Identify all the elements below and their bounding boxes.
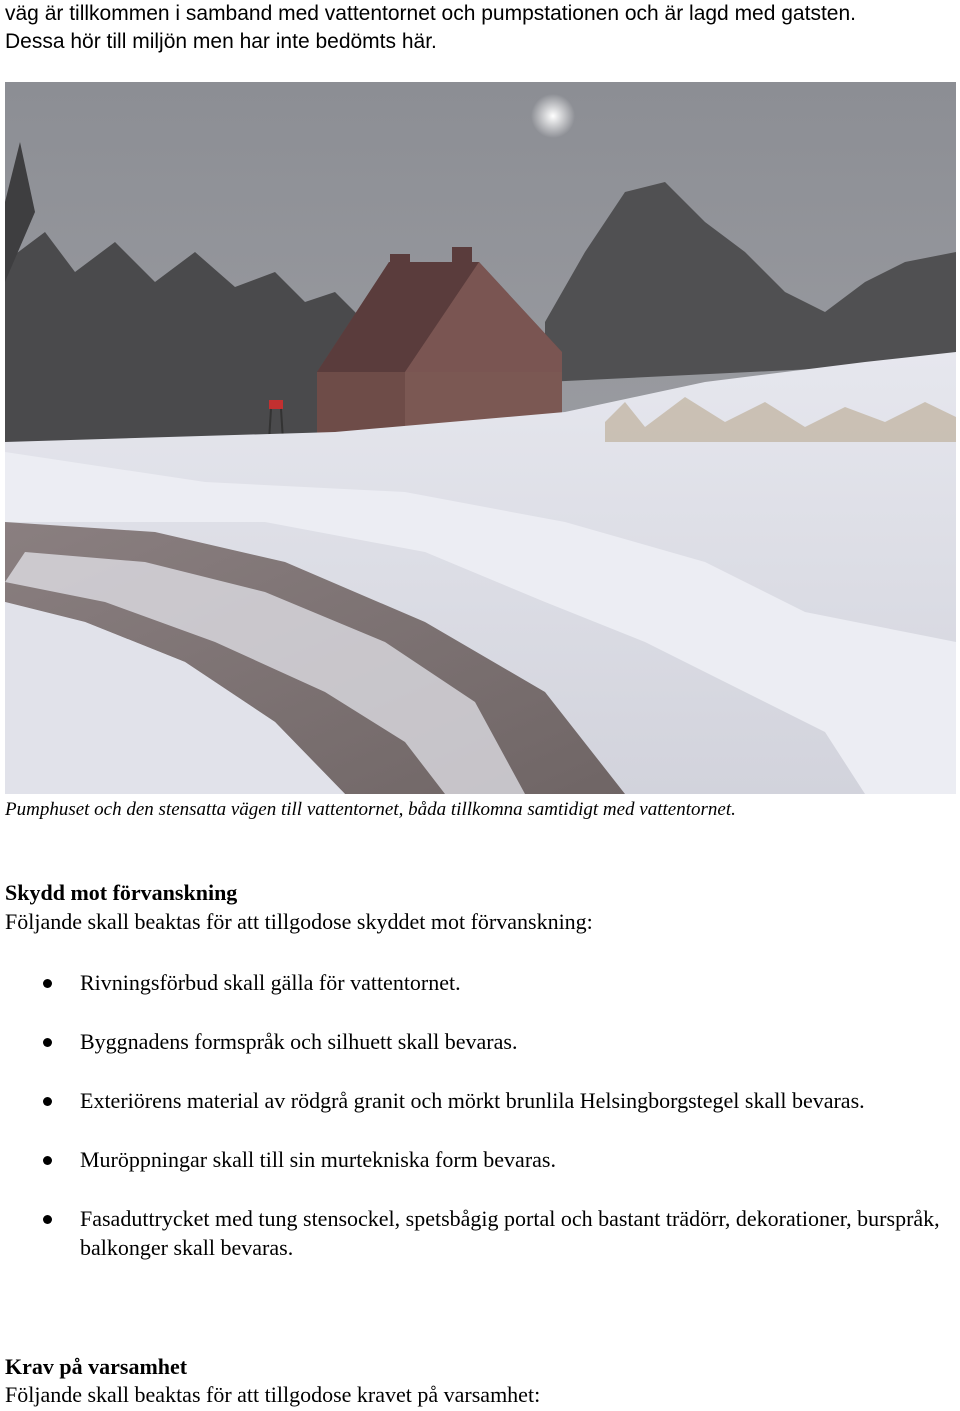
list-item-text: Muröppningar skall till sin murtekniska form bevaras. <box>80 1147 556 1172</box>
snow-landscape-photo <box>5 82 956 794</box>
section-intro-skydd: Följande skall beaktas för att tillgodose skyddet mot förvanskning: <box>5 909 593 934</box>
list-item-text: Byggnadens formspråk och silhuett skall bevaras. <box>80 1029 518 1054</box>
intro-line-2: Dessa hör till miljön men har inte bedömts här. <box>5 30 437 53</box>
bullet-icon <box>43 1097 52 1106</box>
list-item <box>0 1145 950 1174</box>
section-heading-skydd: Skydd mot förvanskning <box>5 880 238 905</box>
list-item-text: Rivningsförbud skall gälla för vattentornet. <box>80 970 461 995</box>
list-item <box>0 1204 950 1262</box>
protection-list <box>0 968 950 1292</box>
section-heading-varsamhet: Krav på varsamhet <box>5 1354 188 1379</box>
photo-illustration <box>5 82 956 794</box>
bullet-icon <box>43 1038 52 1047</box>
section-intro-varsamhet: Följande skall beaktas för att tillgodose kravet på varsamhet: <box>5 1382 541 1407</box>
list-item <box>0 968 950 997</box>
intro-text <box>5 0 955 56</box>
bullet-icon <box>43 1156 52 1165</box>
list-item <box>0 1086 950 1115</box>
photo-caption: Pumphuset och den stensatta vägen till vattentornet, båda tillkomna samtidigt med vattentornet. <box>5 799 736 820</box>
list-item-text: Exteriörens material av rödgrå granit och mörkt brunlila Helsingborgstegel skall bevaras. <box>80 1088 865 1113</box>
intro-line-1: väg är tillkommen i samband med vattentornet och pumpstationen och är lagd med gatsten. <box>5 2 856 25</box>
bullet-icon <box>43 1215 52 1224</box>
list-item-text: Fasaduttrycket med tung stensockel, spetsbågig portal och bastant trädörr, dekorationer, burspråk, balkonger skall bevaras. <box>80 1206 940 1260</box>
bullet-icon <box>43 979 52 988</box>
list-item <box>0 1027 950 1056</box>
